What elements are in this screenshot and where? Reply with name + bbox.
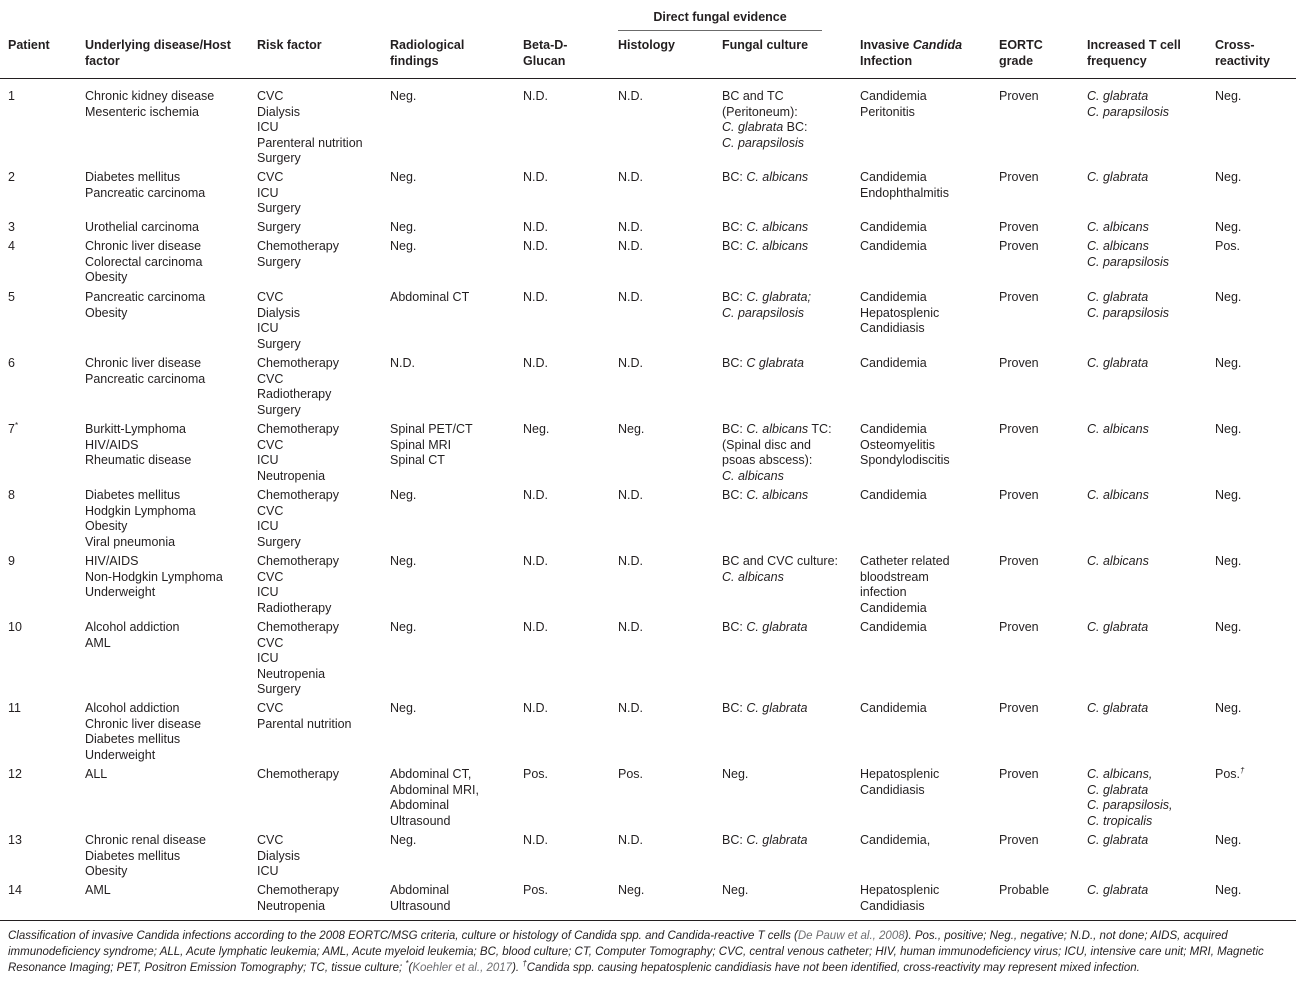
cell-bdg: N.D. <box>523 239 548 253</box>
cell-bdg: Pos. <box>523 883 549 897</box>
cell-cross: Neg. <box>1215 89 1242 103</box>
cell-radio: N.D. <box>390 356 415 370</box>
cell-radio: Abdominal CT <box>390 290 470 304</box>
cell-cross: Neg. <box>1215 356 1242 370</box>
cell-tcell: C. glabrata C. parapsilosis <box>1087 290 1169 320</box>
cell-cross: Neg. <box>1215 701 1242 715</box>
cell-ici: Candidemia <box>860 220 927 234</box>
cell-eortc: Proven <box>999 239 1039 253</box>
cell-bdg: N.D. <box>523 89 548 103</box>
cell-eortc: Proven <box>999 356 1039 370</box>
cell-cross: Neg. <box>1215 833 1242 847</box>
cell-tcell: C. albicans <box>1087 220 1149 234</box>
cell-tcell: C. glabrata <box>1087 356 1149 370</box>
header-patient: Patient <box>8 38 50 52</box>
cell-patient: 10 <box>8 620 22 634</box>
cell-radio: Neg. <box>390 239 417 253</box>
cell-patient: 11 <box>8 701 21 715</box>
cell-culture: BC: C. albicans TC: (Spinal disc and psoas abscess): C. albicans <box>722 422 832 483</box>
cell-eortc: Proven <box>999 554 1039 568</box>
cell-patient: 1 <box>8 89 15 103</box>
cell-tcell: C. albicans C. parapsilosis <box>1087 239 1169 269</box>
cell-underlying: Diabetes mellitus Pancreatic carcinoma <box>85 170 206 200</box>
cell-histology: N.D. <box>618 239 643 253</box>
cell-ici: Candidemia Hepatosplenic Candidiasis <box>860 290 940 336</box>
cell-culture: Neg. <box>722 767 749 781</box>
header-cross-reactivity: Cross- reactivity <box>1215 38 1270 68</box>
cell-patient: 13 <box>8 833 22 847</box>
cell-underlying: Burkitt-Lymphoma HIV/AIDS Rheumatic disease <box>85 422 192 468</box>
header-histology: Histology <box>618 38 675 52</box>
cell-bdg: N.D. <box>523 356 548 370</box>
cell-risk: CVC Parental nutrition <box>257 701 352 731</box>
cell-patient: 6 <box>8 356 15 370</box>
cell-eortc: Proven <box>999 767 1039 781</box>
cell-cross: Neg. <box>1215 220 1242 234</box>
cell-eortc: Proven <box>999 701 1039 715</box>
cell-bdg: N.D. <box>523 488 548 502</box>
header-fungal-culture: Fungal culture <box>722 38 809 52</box>
cell-cross: Neg. <box>1215 170 1242 184</box>
header-t-cell-frequency: Increased T cell frequency <box>1087 38 1181 68</box>
cell-culture: BC: C. albicans <box>722 170 809 184</box>
cell-ici: Candidemia Peritonitis <box>860 89 927 119</box>
cell-eortc: Proven <box>999 290 1039 304</box>
cell-culture: BC: C. glabrata <box>722 620 808 634</box>
cell-histology: Neg. <box>618 422 645 436</box>
cell-cross: Neg. <box>1215 554 1242 568</box>
cell-risk: CVC Dialysis ICU Surgery <box>257 290 301 351</box>
cell-ici: Candidemia <box>860 488 927 502</box>
cell-radio: Neg. <box>390 488 417 502</box>
cell-eortc: Probable <box>999 883 1050 897</box>
cell-radio: Neg. <box>390 220 417 234</box>
table-footnote: Classification of invasive Candida infections according to the 2008 EORTC/MSG criteria, culture or histology of Candida spp. and Candida-reactive T cells (De Pauw et al., 2008). Pos., positive; Neg., negative; N.D., not done; AIDS, acquired immunodeficiency syndrome; ALL, Acute lymphatic leukemia; AML, Acute myeloid leukemia; BC, blood culture; CT, Computer Tomography; CVC, central venous catheter; HIV, human immunodeficiency virus; ICU, intensive care unit; MRI, Magnetic Resonance Imaging; PET, Positron Emission Tomography; TC, tissue culture; *(Koehler et al., 2017). †Candida spp. causing hepatosplenic candidiasis have not been identified, cross-reactivity may represent mixed infection. <box>8 930 1264 974</box>
cell-underlying: HIV/AIDS Non-Hodgkin Lymphoma Underweight <box>85 554 223 600</box>
cell-underlying: Alcohol addiction AML <box>85 620 180 650</box>
cell-underlying: AML <box>85 883 111 897</box>
cell-ici: Hepatosplenic Candidiasis <box>860 883 940 913</box>
cell-cross: Neg. <box>1215 422 1242 436</box>
cell-risk: Chemotherapy <box>257 767 339 781</box>
cell-culture: BC and TC (Peritoneum): C. glabrata BC: C. parapsilosis <box>722 89 808 150</box>
cell-radio: Neg. <box>390 701 417 715</box>
header-risk-factor: Risk factor <box>257 38 322 52</box>
cell-underlying: Urothelial carcinoma <box>85 220 199 234</box>
cell-ici: Candidemia, <box>860 833 931 847</box>
header-beta-d-glucan: Beta-D- Glucan <box>523 38 568 68</box>
cell-eortc: Proven <box>999 833 1039 847</box>
header-rule <box>0 78 1296 79</box>
cell-underlying: Chronic renal disease Diabetes mellitus Obesity <box>85 833 206 879</box>
cell-histology: N.D. <box>618 220 643 234</box>
cell-radio: Neg. <box>390 170 417 184</box>
cell-ici: Candidemia <box>860 239 927 253</box>
cell-ici: Hepatosplenic Candidiasis <box>860 767 940 797</box>
cell-cross: Neg. <box>1215 290 1242 304</box>
cell-culture: BC: C. albicans <box>722 239 809 253</box>
cell-risk: Chemotherapy CVC Radiotherapy Surgery <box>257 356 339 417</box>
cell-culture: BC and CVC culture: C. albicans <box>722 554 839 584</box>
cell-histology: N.D. <box>618 356 643 370</box>
cell-bdg: N.D. <box>523 701 548 715</box>
cell-risk: CVC Dialysis ICU <box>257 833 301 879</box>
cell-cross: Pos.† <box>1215 765 1245 781</box>
header-radiological-findings: Radiological findings <box>390 38 465 68</box>
cell-patient: 2 <box>8 170 15 184</box>
cell-histology: Neg. <box>618 883 645 897</box>
direct-fungal-evidence-header: Direct fungal evidence <box>653 10 787 24</box>
cell-risk: Surgery <box>257 220 301 234</box>
cell-tcell: C. albicans, C. glabrata C. parapsilosis, C. tropicalis <box>1087 767 1173 828</box>
cell-histology: N.D. <box>618 89 643 103</box>
cell-eortc: Proven <box>999 422 1039 436</box>
cell-underlying: Diabetes mellitus Hodgkin Lymphoma Obesity Viral pneumonia <box>85 488 196 549</box>
cell-histology: N.D. <box>618 833 643 847</box>
cell-radio: Neg. <box>390 89 417 103</box>
cell-bdg: N.D. <box>523 220 548 234</box>
cell-tcell: C. glabrata <box>1087 620 1149 634</box>
reference-link-koehler[interactable]: Koehler et al., 2017 <box>412 962 513 974</box>
cell-bdg: N.D. <box>523 833 548 847</box>
cell-radio: Abdominal Ultrasound <box>390 883 451 913</box>
cell-patient: 7* <box>8 420 19 436</box>
cell-cross: Neg. <box>1215 620 1242 634</box>
cell-risk: CVC ICU Surgery <box>257 170 301 216</box>
cell-eortc: Proven <box>999 620 1039 634</box>
cell-histology: N.D. <box>618 170 643 184</box>
cell-radio: Spinal PET/CT Spinal MRI Spinal CT <box>390 422 473 468</box>
cell-eortc: Proven <box>999 220 1039 234</box>
cell-eortc: Proven <box>999 170 1039 184</box>
cell-eortc: Proven <box>999 488 1039 502</box>
cell-patient: 9 <box>8 554 15 568</box>
cell-tcell: C. albicans <box>1087 422 1149 436</box>
cell-underlying: Chronic kidney disease Mesenteric ischemia <box>85 89 215 119</box>
cell-histology: N.D. <box>618 290 643 304</box>
cell-bdg: N.D. <box>523 554 548 568</box>
cell-risk: Chemotherapy CVC ICU Radiotherapy <box>257 554 339 615</box>
cell-eortc: Proven <box>999 89 1039 103</box>
cell-patient: 8 <box>8 488 15 502</box>
cell-radio: Abdominal CT, Abdominal MRI, Abdominal Ultrasound <box>390 767 479 828</box>
cell-bdg: Neg. <box>523 422 550 436</box>
cell-tcell: C. glabrata C. parapsilosis <box>1087 89 1169 119</box>
cell-culture: BC: C. glabrata; C. parapsilosis <box>722 290 811 320</box>
cell-ici: Candidemia Osteomyelitis Spondylodiscitis <box>860 422 950 468</box>
cell-culture: BC: C. albicans <box>722 220 809 234</box>
cell-underlying: Chronic liver disease Colorectal carcinoma Obesity <box>85 239 203 285</box>
cell-underlying: Chronic liver disease Pancreatic carcinoma <box>85 356 206 386</box>
cell-culture: BC: C. albicans <box>722 488 809 502</box>
cell-culture: BC: C. glabrata <box>722 833 808 847</box>
cell-culture: Neg. <box>722 883 749 897</box>
group-header-rule <box>618 30 822 31</box>
cell-cross: Pos. <box>1215 239 1241 253</box>
cell-patient: 14 <box>8 883 22 897</box>
cell-ici: Candidemia <box>860 701 927 715</box>
bottom-rule <box>0 920 1296 921</box>
cell-histology: N.D. <box>618 488 643 502</box>
cell-tcell: C. glabrata <box>1087 701 1149 715</box>
cell-ici: Candidemia <box>860 620 927 634</box>
cell-bdg: N.D. <box>523 290 548 304</box>
cell-radio: Neg. <box>390 620 417 634</box>
cell-risk: Chemotherapy CVC ICU Neutropenia <box>257 422 339 483</box>
cell-histology: Pos. <box>618 767 644 781</box>
header-eortc-grade: EORTC grade <box>999 38 1043 68</box>
cell-patient: 12 <box>8 767 22 781</box>
cell-cross: Neg. <box>1215 883 1242 897</box>
cell-ici: Catheter related bloodstream infection Candidemia <box>860 554 950 615</box>
cell-tcell: C. glabrata <box>1087 883 1149 897</box>
cell-radio: Neg. <box>390 833 417 847</box>
cell-histology: N.D. <box>618 620 643 634</box>
cell-risk: Chemotherapy CVC ICU Surgery <box>257 488 339 549</box>
cell-histology: N.D. <box>618 701 643 715</box>
cell-tcell: C. glabrata <box>1087 833 1149 847</box>
cell-culture: BC: C. glabrata <box>722 701 808 715</box>
cell-tcell: C. albicans <box>1087 554 1149 568</box>
cell-risk: CVC Dialysis ICU Parenteral nutrition Surgery <box>257 89 363 166</box>
cell-bdg: N.D. <box>523 170 548 184</box>
cell-risk: Chemotherapy CVC ICU Neutropenia Surgery <box>257 620 339 697</box>
cell-tcell: C. albicans <box>1087 488 1149 502</box>
cell-patient: 3 <box>8 220 15 234</box>
cell-bdg: Pos. <box>523 767 549 781</box>
cell-cross: Neg. <box>1215 488 1242 502</box>
cell-histology: N.D. <box>618 554 643 568</box>
cell-underlying: Alcohol addiction Chronic liver disease Diabetes mellitus Underweight <box>85 701 202 762</box>
cell-culture: BC: C glabrata <box>722 356 804 370</box>
cell-ici: Candidemia <box>860 356 927 370</box>
cell-tcell: C. glabrata <box>1087 170 1149 184</box>
header-underlying-disease: Underlying disease/Host factor <box>85 38 231 68</box>
cell-risk: Chemotherapy Neutropenia <box>257 883 339 913</box>
cell-risk: Chemotherapy Surgery <box>257 239 339 269</box>
cell-bdg: N.D. <box>523 620 548 634</box>
header-invasive-candida-infection: Invasive Candida Infection <box>860 38 963 68</box>
reference-link-de-pauw[interactable]: De Pauw et al., 2008 <box>797 930 905 942</box>
cell-patient: 4 <box>8 239 15 253</box>
cell-underlying: ALL <box>85 767 108 781</box>
cell-patient: 5 <box>8 290 15 304</box>
cell-ici: Candidemia Endophthalmitis <box>860 170 949 200</box>
cell-underlying: Pancreatic carcinoma Obesity <box>85 290 206 320</box>
cell-radio: Neg. <box>390 554 417 568</box>
